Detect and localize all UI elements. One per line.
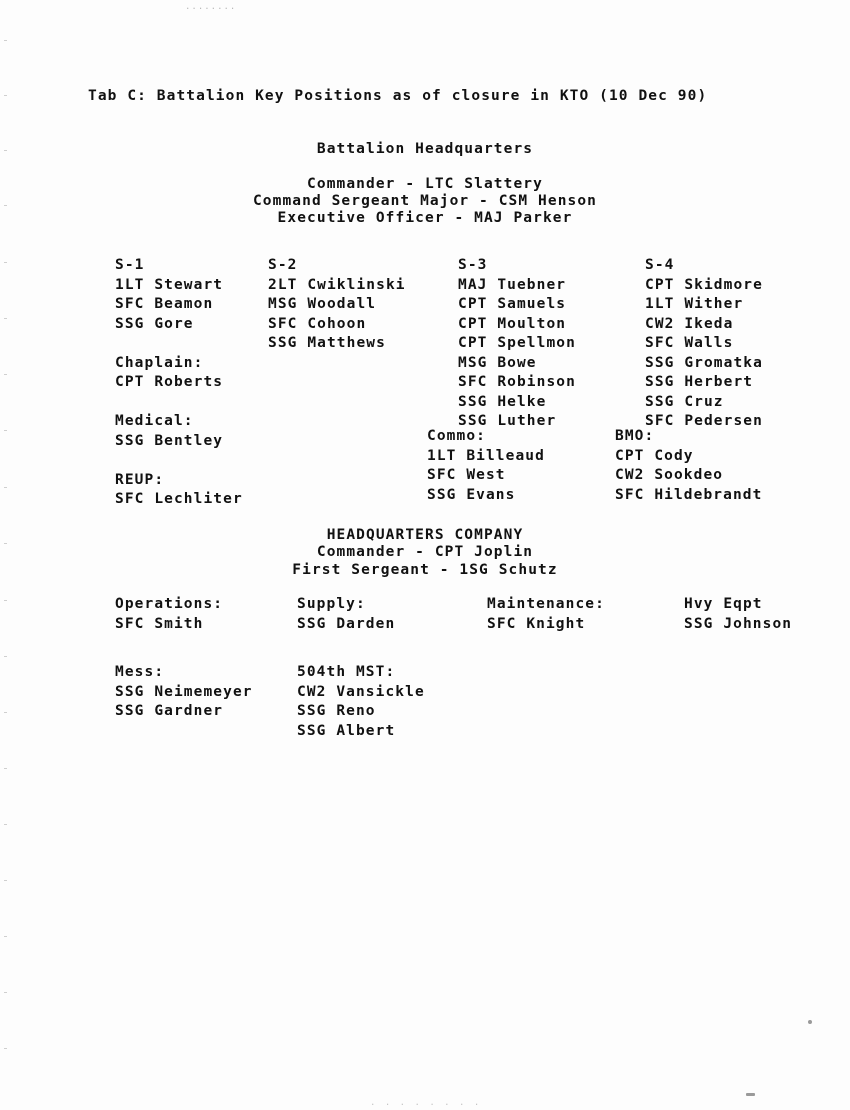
section-member: SSG Evans (427, 486, 516, 503)
section-header: Commo: (427, 428, 486, 444)
scan-speck-right (808, 1020, 812, 1024)
section-header: S-1 (115, 257, 145, 273)
section-member: 1LT Billeaud (427, 447, 545, 464)
section-member: SSG Luther (458, 413, 557, 429)
page-title: Tab C: Battalion Key Positions as of closure in KTO (10 Dec 90) (88, 88, 708, 104)
section-header: Supply: (297, 596, 366, 612)
section-member: CPT Roberts (115, 374, 224, 390)
staff-column-s1 (115, 256, 243, 510)
section-member: SSG Gromatka (645, 354, 763, 371)
section-supply (297, 595, 395, 634)
section-member: SFC Robinson (458, 374, 576, 390)
section-header: BMO: (615, 428, 655, 444)
section-member: SSG Gore (115, 315, 194, 332)
section-bmo (615, 427, 762, 505)
section-member: SFC West (427, 467, 506, 483)
section-member: SSG Gardner (115, 703, 224, 719)
section-header: 504th MST: (297, 664, 396, 680)
staff-column-s4 (645, 256, 763, 432)
section-member: SSG Albert (297, 722, 396, 739)
section-member: SSG Bentley (115, 432, 224, 449)
section-member: SFC Pedersen (645, 413, 763, 429)
section-member: CW2 Sookdeo (615, 467, 724, 483)
section-member: SSG Matthews (268, 335, 386, 351)
section-member: SFC Beamon (115, 296, 214, 312)
section-member: CPT Spellmon (458, 335, 576, 351)
battalion-csm-line: Command Sergeant Major - CSM Henson (252, 193, 598, 209)
section-header: Maintenance: (487, 596, 605, 612)
section-header: REUP: (115, 471, 165, 488)
section-member: SSG Helke (458, 393, 547, 410)
section-header: Mess: (115, 664, 165, 680)
section-member: SSG Johnson (684, 615, 793, 632)
section-header: Chaplain: (115, 354, 204, 371)
section-member: CPT Moulton (458, 315, 567, 332)
section-member: MSG Woodall (268, 296, 377, 312)
hq-company-first-sergeant-line: First Sergeant - 1SG Schutz (292, 562, 558, 578)
section-member: SFC Cohoon (268, 315, 367, 332)
section-member: CPT Cody (615, 447, 694, 464)
spacer (115, 334, 243, 354)
spacer (115, 393, 243, 413)
section-member: CPT Skidmore (645, 276, 763, 293)
section-member: CW2 Vansickle (297, 683, 425, 700)
section-member: 1LT Wither (645, 296, 744, 312)
section-header: S-3 (458, 257, 488, 273)
section-member: 1LT Stewart (115, 276, 224, 293)
staff-column-s3 (458, 256, 576, 432)
battalion-xo-line: Executive Officer - MAJ Parker (277, 210, 573, 226)
section-header: Hvy Eqpt (684, 596, 763, 612)
section-header: S-2 (268, 257, 298, 273)
section-mess (115, 663, 253, 722)
section-member: SSG Neimemeyer (115, 683, 253, 700)
scan-speck-bottom-right (746, 1093, 755, 1096)
section-member: CPT Samuels (458, 296, 567, 312)
section-member: SSG Cruz (645, 393, 724, 410)
section-member: SFC Smith (115, 615, 204, 632)
section-member: SSG Darden (297, 615, 396, 632)
section-header: Medical: (115, 413, 194, 429)
section-member: SSG Reno (297, 703, 376, 719)
section-member: SFC Walls (645, 335, 734, 351)
battalion-commander-line: Commander - LTC Slattery (307, 176, 543, 192)
scan-artifact-top: ........ (185, 2, 237, 9)
hq-company-commander-line: Commander - CPT Joplin (316, 544, 534, 560)
section-member: MAJ Tuebner (458, 276, 567, 293)
section-commo (427, 427, 545, 505)
battalion-headquarters-heading: Battalion Headquarters (316, 141, 534, 157)
section-member: SFC Hildebrandt (615, 486, 763, 503)
section-member: MSG Bowe (458, 354, 537, 371)
section-member: CW2 Ikeda (645, 315, 734, 332)
staff-column-s2 (268, 256, 406, 354)
headquarters-company-heading: HEADQUARTERS COMPANY (326, 527, 524, 543)
section-member: SFC Lechliter (115, 491, 243, 507)
scan-artifact-bottom: . . . . . . . . (370, 1098, 482, 1106)
section-member: SFC Knight (487, 615, 586, 632)
section-heavy-equipment (684, 595, 792, 634)
section-maintenance (487, 595, 605, 634)
section-header: S-4 (645, 257, 675, 273)
section-operations (115, 595, 223, 634)
section-504th-mst (297, 663, 425, 741)
section-member: SSG Herbert (645, 374, 754, 390)
spacer (115, 451, 243, 471)
section-header: Operations: (115, 596, 224, 612)
section-member: 2LT Cwiklinski (268, 276, 406, 293)
